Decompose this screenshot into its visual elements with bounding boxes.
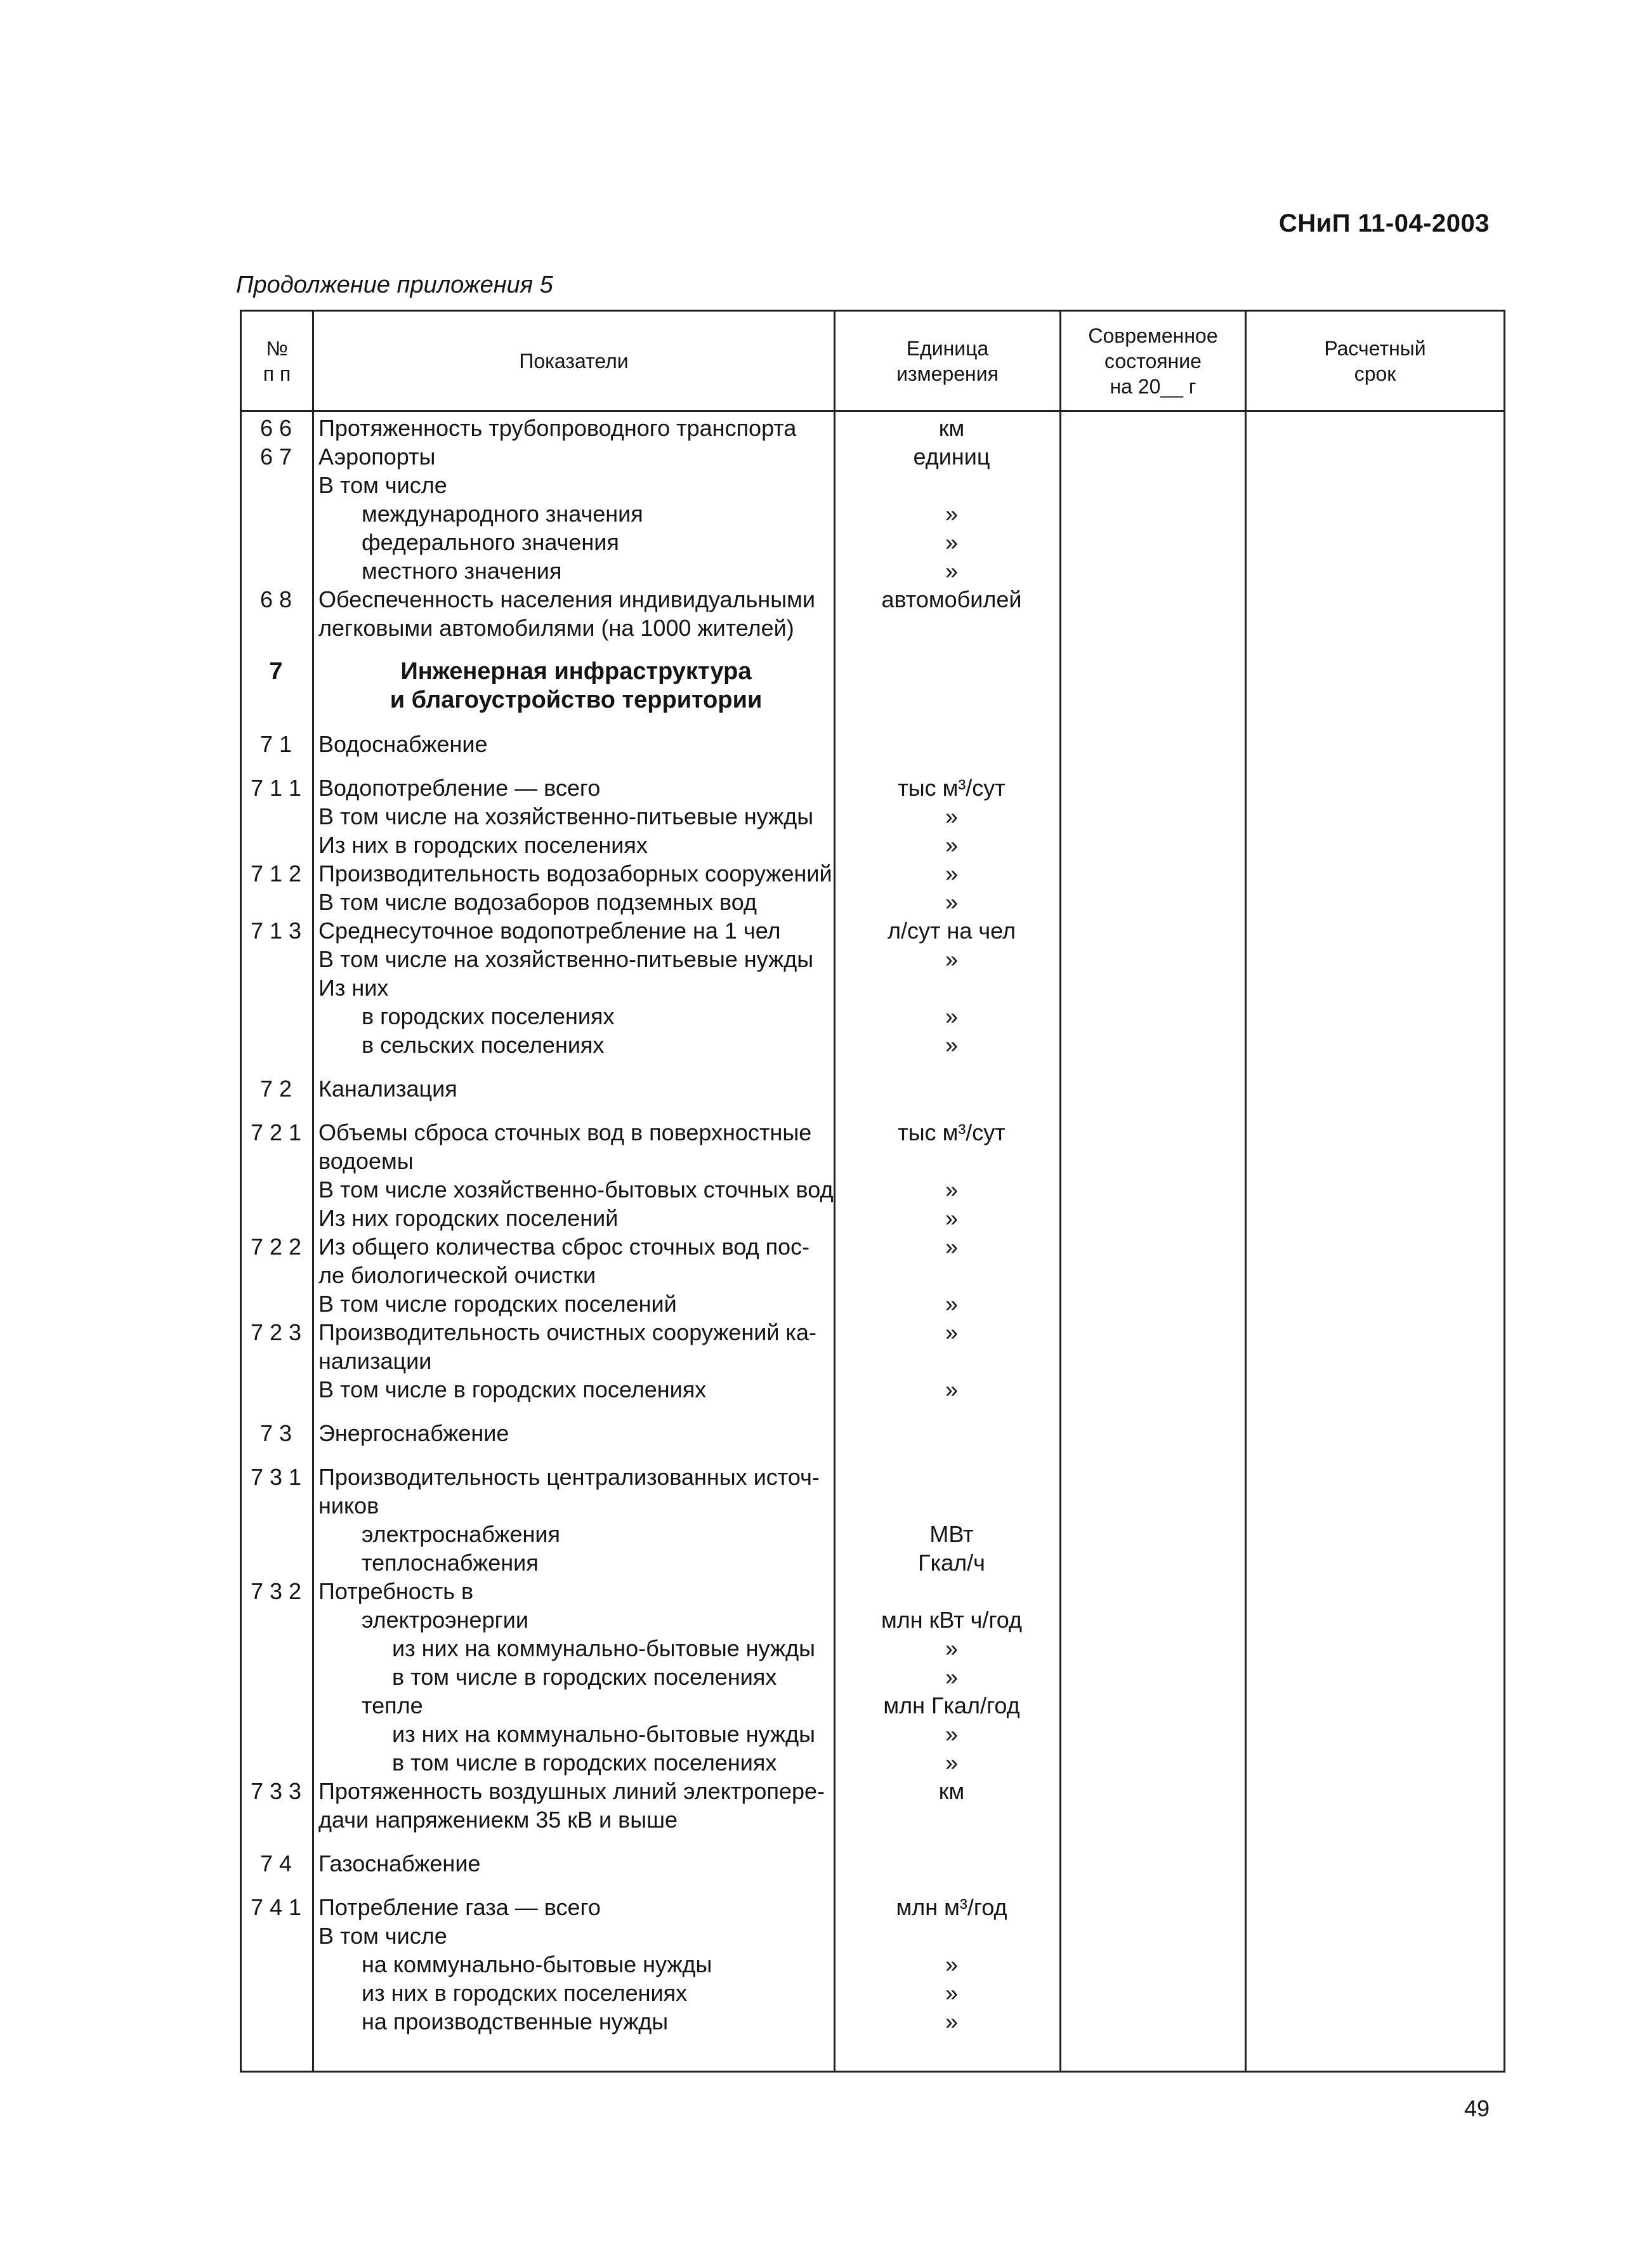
indicator-text: легковыми автомобилями (на 1000 жителей): [318, 615, 794, 641]
row-number: 6 8: [259, 586, 292, 612]
row-number: 7 2: [259, 1076, 292, 1102]
indicator-text: Протяженность воздушных линий электропере-: [318, 1778, 825, 1804]
table-row: [240, 1950, 1504, 1979]
indicator-text: на производственные нужды: [362, 2008, 669, 2034]
indicator-text: В том числе: [318, 472, 447, 498]
unit-text: »: [945, 1635, 959, 1661]
table-row: [240, 1720, 1504, 1748]
table-row: [240, 1893, 1504, 1922]
unit-text: »: [945, 1319, 959, 1345]
unit-text: »: [945, 1205, 959, 1231]
indicator-text: Обеспеченность населения индивидуальными: [318, 586, 815, 612]
row-spacer: [240, 1834, 1504, 1849]
indicator-text: в том числе в городских поселениях: [392, 1664, 777, 1690]
section-heading: Инженерная инфраструктура: [400, 658, 752, 685]
table-row: [240, 442, 1504, 471]
unit-text: млн м³/год: [896, 1894, 1007, 1920]
row-number: 7 3 3: [250, 1778, 302, 1804]
table-row: [240, 945, 1504, 973]
row-spacer: [240, 1103, 1504, 1118]
table-row: [240, 1002, 1504, 1031]
row-number: 7 1 1: [250, 775, 302, 801]
indicator-text: Производительность водозаборных сооружений: [318, 860, 832, 887]
unit-text: л/сут на чел: [888, 918, 1016, 944]
row-number: 7 1: [259, 731, 292, 757]
unit-text: млн Гкал/год: [883, 1692, 1020, 1718]
table-row: [240, 557, 1504, 585]
table-row: [240, 1289, 1504, 1318]
unit-text: единиц: [913, 444, 990, 470]
unit-text: км: [938, 1778, 965, 1804]
row-number: 7 3 1: [250, 1464, 302, 1490]
table-row: [240, 1175, 1504, 1204]
table-row: [240, 1491, 1504, 1520]
indicator-text: В том числе водозаборов подземных вод: [318, 889, 757, 915]
table-row: [240, 1748, 1504, 1777]
table-caption: Продолжение приложения 5: [236, 272, 553, 298]
table-row: [240, 1375, 1504, 1404]
indicators-table: [240, 310, 1504, 2073]
indicator-text: теплоснабжения: [362, 1550, 539, 1576]
indicator-text: из них на коммунально-бытовые нужды: [392, 1721, 816, 1747]
header-num: № п п: [241, 311, 313, 411]
indicator-text: Канализация: [318, 1076, 457, 1102]
table-row: [240, 774, 1504, 802]
unit-text: тыс м³/сут: [898, 775, 1006, 801]
indicator-text: Потребность в: [318, 1578, 474, 1604]
table-row: [240, 1663, 1504, 1691]
table-row: [240, 973, 1504, 1002]
indicator-text: В том числе в городских поселениях: [318, 1376, 707, 1402]
table-row: [240, 614, 1504, 642]
table-row: [240, 802, 1504, 831]
indicator-text: Из них в городских поселениях: [318, 832, 648, 858]
row-number: 7 1 2: [250, 860, 302, 887]
indicator-text: нализации: [318, 1348, 432, 1374]
row-spacer: [240, 1878, 1504, 1893]
header-current-state: Современное состояние на 20__ г: [1061, 311, 1246, 411]
indicator-text: Среднесуточное водопотребление на 1 чел: [318, 918, 781, 944]
indicator-text: В том числе на хозяйственно-питьевые нужды: [318, 803, 814, 829]
indicator-text: тепле: [362, 1692, 423, 1718]
indicator-text: Водопотребление — всего: [318, 775, 601, 801]
unit-text: »: [945, 860, 959, 887]
indicator-text: из них на коммунально-бытовые нужды: [392, 1635, 816, 1661]
table-row: [240, 888, 1504, 916]
table-row: [240, 1548, 1504, 1577]
indicator-text: Производительность очистных сооружений ка-: [318, 1319, 816, 1345]
indicator-text: Аэропорты: [318, 444, 436, 470]
table-row: [240, 1520, 1504, 1548]
table-row: [240, 1232, 1504, 1261]
table-row: [240, 1805, 1504, 1834]
table-row: [240, 2007, 1504, 2036]
unit-text: »: [945, 1234, 959, 1260]
unit-text: »: [945, 1664, 959, 1690]
unit-text: »: [945, 1003, 959, 1029]
indicator-text: В том числе: [318, 1923, 447, 1949]
unit-text: »: [945, 558, 959, 584]
indicator-text: В том числе городских поселений: [318, 1291, 677, 1317]
row-spacer: [240, 1404, 1504, 1419]
row-spacer: [240, 1447, 1504, 1463]
unit-text: »: [945, 501, 959, 527]
header-indicator: Показатели: [313, 311, 835, 411]
table-row: [240, 916, 1504, 945]
indicator-text: ников: [318, 1493, 379, 1519]
indicator-text: местного значения: [362, 558, 562, 584]
row-spacer: [240, 1059, 1504, 1074]
indicator-text: международного значения: [362, 501, 643, 527]
unit-text: »: [945, 803, 959, 829]
document-code: СНиП 11-04-2003: [1278, 209, 1490, 237]
table-row: [240, 1318, 1504, 1347]
indicator-text: Объемы сброса сточных вод в поверхностные: [318, 1119, 812, 1145]
row-number: 7 3: [259, 1420, 292, 1446]
row-spacer: [240, 715, 1504, 730]
table-row: [240, 1777, 1504, 1805]
unit-text: »: [945, 832, 959, 858]
table-row: [240, 831, 1504, 859]
unit-text: МВт: [929, 1521, 974, 1547]
indicator-text: электроэнергии: [362, 1607, 528, 1633]
table-row: [240, 499, 1504, 528]
page-number: 49: [1464, 2095, 1490, 2121]
unit-text: Гкал/ч: [918, 1550, 985, 1576]
table-row: [240, 1605, 1504, 1634]
indicator-text: ле биологической очистки: [318, 1262, 596, 1288]
table-row: [240, 1634, 1504, 1663]
table-row: [240, 1849, 1504, 1878]
table-row: [240, 1031, 1504, 1059]
indicator-text: Из общего количества сброс сточных вод пос-: [318, 1234, 810, 1260]
table-row: [240, 1577, 1504, 1605]
table-row: [240, 657, 1504, 686]
indicator-text: Энергоснабжение: [318, 1420, 509, 1446]
unit-text: »: [945, 1721, 959, 1747]
table-row: [240, 730, 1504, 758]
row-number: 7 4: [259, 1850, 292, 1876]
unit-text: »: [945, 1177, 959, 1203]
unit-text: »: [945, 529, 959, 555]
unit-text: »: [945, 946, 959, 972]
table-row: [240, 1691, 1504, 1720]
unit-text: »: [945, 1291, 959, 1317]
indicator-text: в том числе в городских поселениях: [392, 1750, 777, 1776]
table-row: [240, 414, 1504, 442]
row-spacer: [240, 758, 1504, 774]
row-number: 7: [269, 658, 283, 685]
section-heading: и благоустройство территории: [390, 687, 763, 713]
row-number: 7 2 3: [250, 1319, 302, 1345]
unit-text: »: [945, 1376, 959, 1402]
indicator-text: в сельских поселениях: [362, 1032, 605, 1058]
indicator-text: Производительность централизованных источ-: [318, 1464, 820, 1490]
unit-text: »: [945, 1032, 959, 1058]
table-row: [240, 1204, 1504, 1232]
indicator-text: водоемы: [318, 1148, 414, 1174]
table-row: [240, 1419, 1504, 1447]
row-number: 7 4 1: [250, 1894, 302, 1920]
unit-text: млн кВт ч/год: [881, 1607, 1023, 1633]
table-row: [240, 1118, 1504, 1147]
table-row: [240, 1074, 1504, 1103]
indicator-text: из них в городских поселениях: [362, 1980, 688, 2006]
table-row: [240, 1347, 1504, 1375]
table-row: [240, 1922, 1504, 1950]
row-number: 7 1 3: [250, 918, 302, 944]
table-row: [240, 585, 1504, 614]
indicator-text: электроснабжения: [362, 1521, 560, 1547]
indicator-text: Из них городских поселений: [318, 1205, 619, 1231]
row-spacer: [240, 642, 1504, 657]
table-row: [240, 528, 1504, 557]
table-rows: [240, 414, 1504, 2036]
unit-text: »: [945, 1951, 959, 1977]
row-number: 7 3 2: [250, 1578, 302, 1604]
indicator-text: В том числе хозяйственно-бытовых сточных вод: [318, 1177, 834, 1203]
row-number: 6 7: [259, 444, 292, 470]
indicator-text: В том числе на хозяйственно-питьевые нужды: [318, 946, 814, 972]
table-row: [240, 1979, 1504, 2007]
indicator-text: Газоснабжение: [318, 1850, 481, 1876]
table-row: [240, 859, 1504, 888]
indicator-text: дачи напряжениекм 35 кВ и выше: [318, 1807, 678, 1833]
unit-text: »: [945, 1750, 959, 1776]
unit-text: тыс м³/сут: [898, 1119, 1006, 1145]
table-row: [240, 471, 1504, 499]
table-row: [240, 686, 1504, 715]
indicator-text: Из них: [318, 975, 389, 1001]
indicator-text: на коммунально-бытовые нужды: [362, 1951, 712, 1977]
table-header-row: [241, 311, 1505, 411]
unit-text: »: [945, 1980, 959, 2006]
table-row: [240, 1147, 1504, 1175]
table-row: [240, 1261, 1504, 1289]
unit-text: км: [938, 415, 965, 441]
unit-text: »: [945, 2008, 959, 2034]
indicator-text: в городских поселениях: [362, 1003, 615, 1029]
row-number: 7 2 2: [250, 1234, 302, 1260]
row-number: 7 2 1: [250, 1119, 302, 1145]
header-target-period: Расчетный срок: [1246, 311, 1505, 411]
indicator-text: Протяженность трубопроводного транспорта: [318, 415, 797, 441]
unit-text: »: [945, 889, 959, 915]
indicator-text: Потребление газа — всего: [318, 1894, 601, 1920]
header-unit: Единица измерения: [835, 311, 1061, 411]
indicator-text: федерального значения: [362, 529, 619, 555]
table-row: [240, 1463, 1504, 1491]
unit-text: автомобилей: [881, 586, 1022, 612]
row-number: 6 6: [259, 415, 292, 441]
indicator-text: Водоснабжение: [318, 731, 488, 757]
